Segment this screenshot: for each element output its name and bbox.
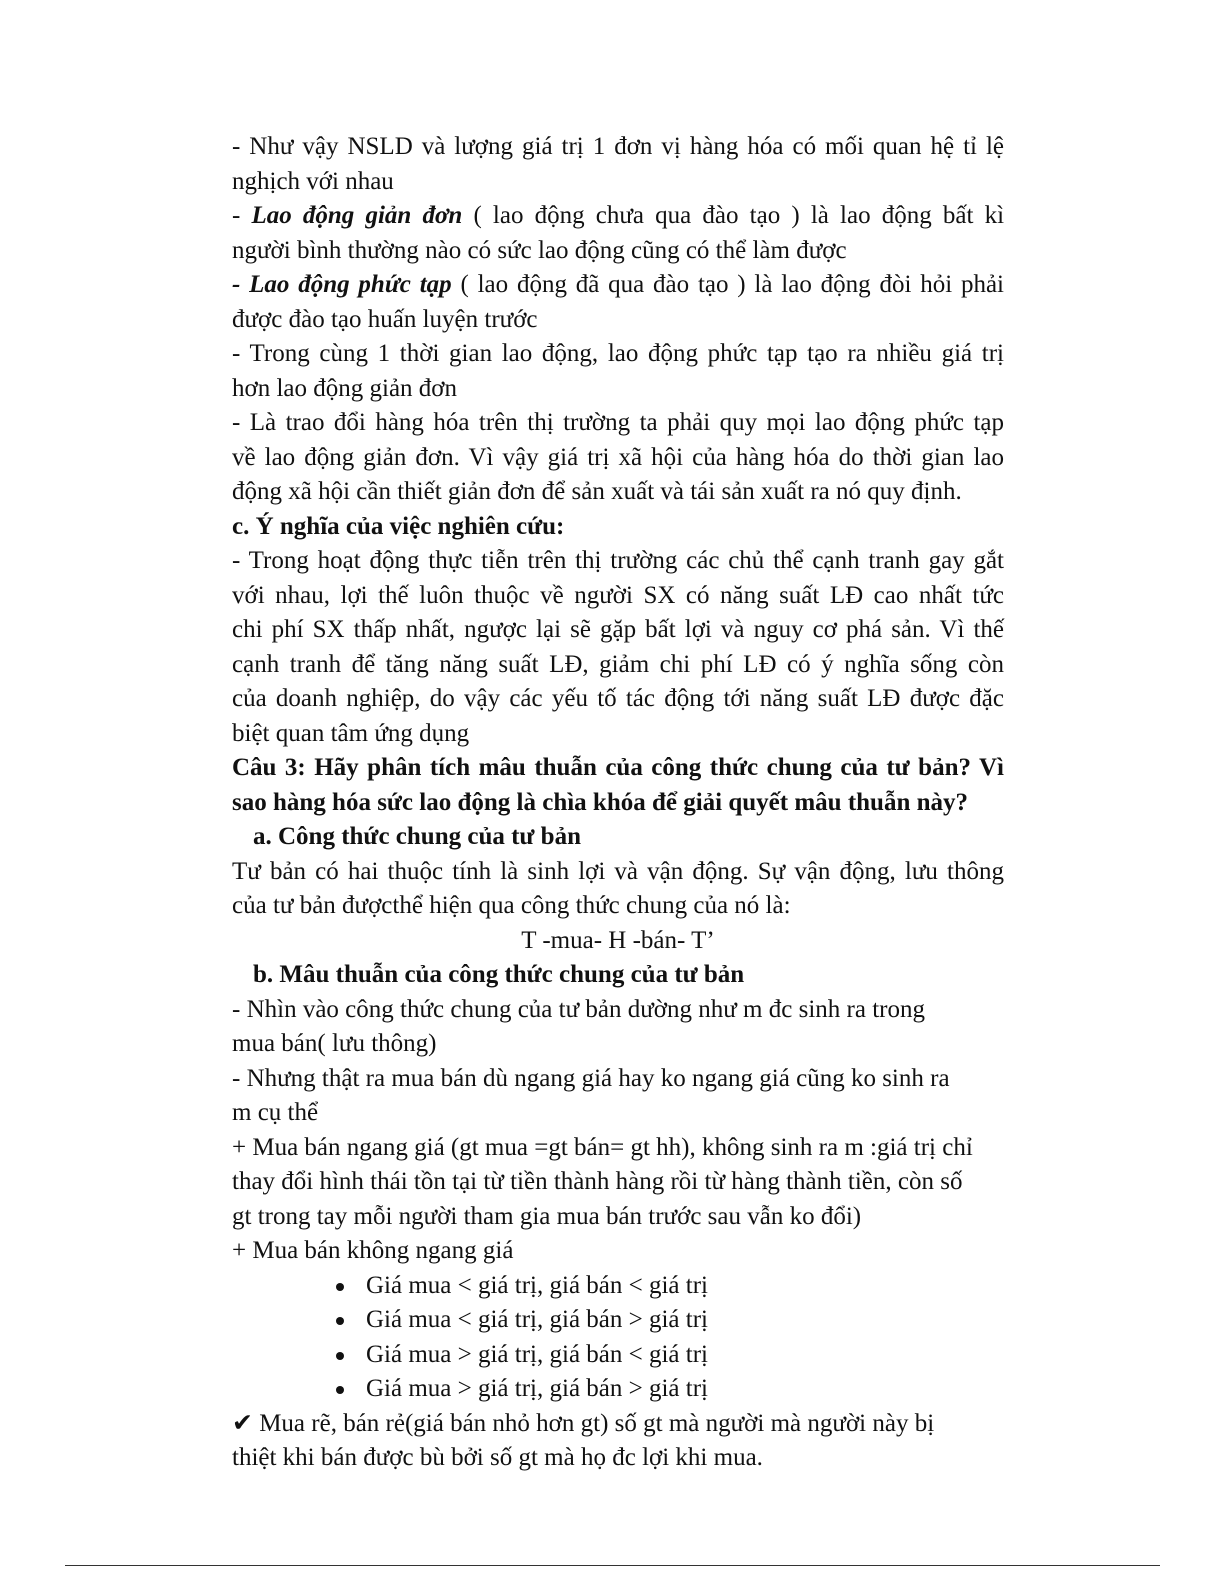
checkmark-paragraph: ✔ Mua rẽ, bán rẻ(giá bán nhỏ hơn gt) số gt mà người mà người này bị [232, 1409, 935, 1437]
definition-text: ( lao động đã qua đào tạo ) là lao động đòi hỏi phải [451, 271, 1004, 298]
bullet-dot-icon [336, 1283, 344, 1291]
bullet-text: Giá mua > giá trị, giá bán > giá trị [366, 1375, 708, 1402]
paragraph-line: với nhau, lợi thế luôn thuộc về người SX có năng suất LĐ cao nhất tức [232, 581, 1004, 609]
bullet-text: Giá mua < giá trị, giá bán > giá trị [366, 1306, 708, 1333]
paragraph-line: hơn lao động giản đơn [232, 374, 458, 402]
paragraph-line: Tư bản có hai thuộc tính là sinh lợi và vận động. Sự vận động, lưu thông [232, 857, 1004, 885]
bullet-dot-icon [336, 1386, 344, 1394]
paragraph-line: động xã hội cần thiết giản đơn để sản xuất và tái sản xuất ra nó quy định. [232, 478, 962, 505]
paragraph-line: chi phí SX thấp nhất, ngược lại sẽ gặp bất lợi và nguy cơ phá sản. Vì thế [232, 616, 1004, 643]
dash: - [232, 202, 252, 229]
bullet-item [232, 1269, 1004, 1304]
bullet-text: Giá mua > giá trị, giá bán < giá trị [366, 1340, 708, 1368]
paragraph-line: của tư bản đượcthể hiện qua công thức chung của nó là: [232, 892, 791, 919]
complex-labor-line [232, 268, 1004, 303]
paragraph-line: người bình thường nào có sức lao động cũng có thể làm được [232, 236, 847, 264]
term-simple-labor: Lao động giản đơn [251, 202, 463, 229]
bullet-dot-icon [336, 1352, 344, 1360]
question-heading: sao hàng hóa sức lao động là chìa khóa để giải quyết mâu thuẫn này? [232, 788, 969, 816]
paragraph-line: được đào tạo huấn luyện trước [232, 305, 538, 333]
bullet-item [232, 1338, 1004, 1373]
paragraph-line: thay đổi hình thái tồn tại từ tiền thành hàng rồi từ hàng thành tiền, còn số [232, 1168, 963, 1195]
subsection-heading-a: a. Công thức chung của tư bản [253, 823, 581, 850]
paragraph-line: - Như vậy NSLD và lượng giá trị 1 đơn vị hàng hóa có mối quan hệ tỉ lệ [232, 133, 1004, 160]
subsection-heading-b: b. Mâu thuẫn của công thức chung của tư bản [253, 961, 745, 988]
paragraph-line: biệt quan tâm ứng dụng [232, 719, 470, 747]
paragraph-line: m cụ thể [232, 1099, 319, 1126]
paragraph-line: + Mua bán ngang giá (gt mua =gt bán= gt hh), không sinh ra m :giá trị chỉ [232, 1133, 973, 1161]
paragraph-line: nghịch với nhau [232, 167, 394, 195]
paragraph-line: về lao động giản đơn. Vì vậy giá trị xã hội của hàng hóa do thời gian lao [232, 443, 1004, 471]
bullet-item [232, 1372, 1004, 1407]
paragraph-line: mua bán( lưu thông) [232, 1030, 437, 1057]
section-heading-meaning: c. Ý nghĩa của việc nghiên cứu: [232, 512, 565, 540]
paragraph-line: của doanh nghiệp, do vậy các yếu tố tác động tới năng suất LĐ được đặc [232, 685, 1004, 712]
bullet-text: Giá mua < giá trị, giá bán < giá trị [366, 1271, 708, 1299]
definition-text: ( lao động chưa qua đào tạo ) là lao động bất kì [462, 202, 1005, 229]
paragraph-line: - Là trao đổi hàng hóa trên thị trường ta phải quy mọi lao động phức tạp [232, 409, 1004, 436]
paragraph-line: thiệt khi bán được bù bởi số gt mà họ đc lợi khi mua. [232, 1444, 763, 1471]
paragraph-line: cạnh tranh để tăng năng suất LĐ, giảm chi phí LĐ có ý nghĩa sống còn [232, 650, 1004, 678]
simple-labor-line [232, 199, 1004, 234]
bullet-dot-icon [336, 1317, 344, 1325]
bullet-item [232, 1303, 1004, 1338]
paragraph-line: - Trong hoạt động thực tiễn trên thị trường các chủ thể cạnh tranh gay gắt [232, 547, 1004, 574]
document-body [232, 130, 1004, 1476]
page-divider [65, 1565, 1160, 1566]
paragraph-line: gt trong tay mỗi người tham gia mua bán trước sau vẫn ko đổi) [232, 1202, 862, 1230]
paragraph-line: - Trong cùng 1 thời gian lao động, lao động phức tạp tạo ra nhiều giá trị [232, 340, 1004, 367]
term-complex-labor: - Lao động phức tạp [232, 271, 452, 298]
paragraph-line: - Nhưng thật ra mua bán dù ngang giá hay ko ngang giá cũng ko sinh ra [232, 1064, 950, 1092]
question-heading: Câu 3: Hãy phân tích mâu thuẫn của công thức chung của tư bản? Vì [232, 754, 1004, 781]
paragraph-line: - Nhìn vào công thức chung của tư bản dường như m đc sinh ra trong [232, 995, 925, 1023]
formula: T -mua- H -bán- T’ [521, 926, 715, 954]
paragraph-line: + Mua bán không ngang giá [232, 1237, 514, 1264]
